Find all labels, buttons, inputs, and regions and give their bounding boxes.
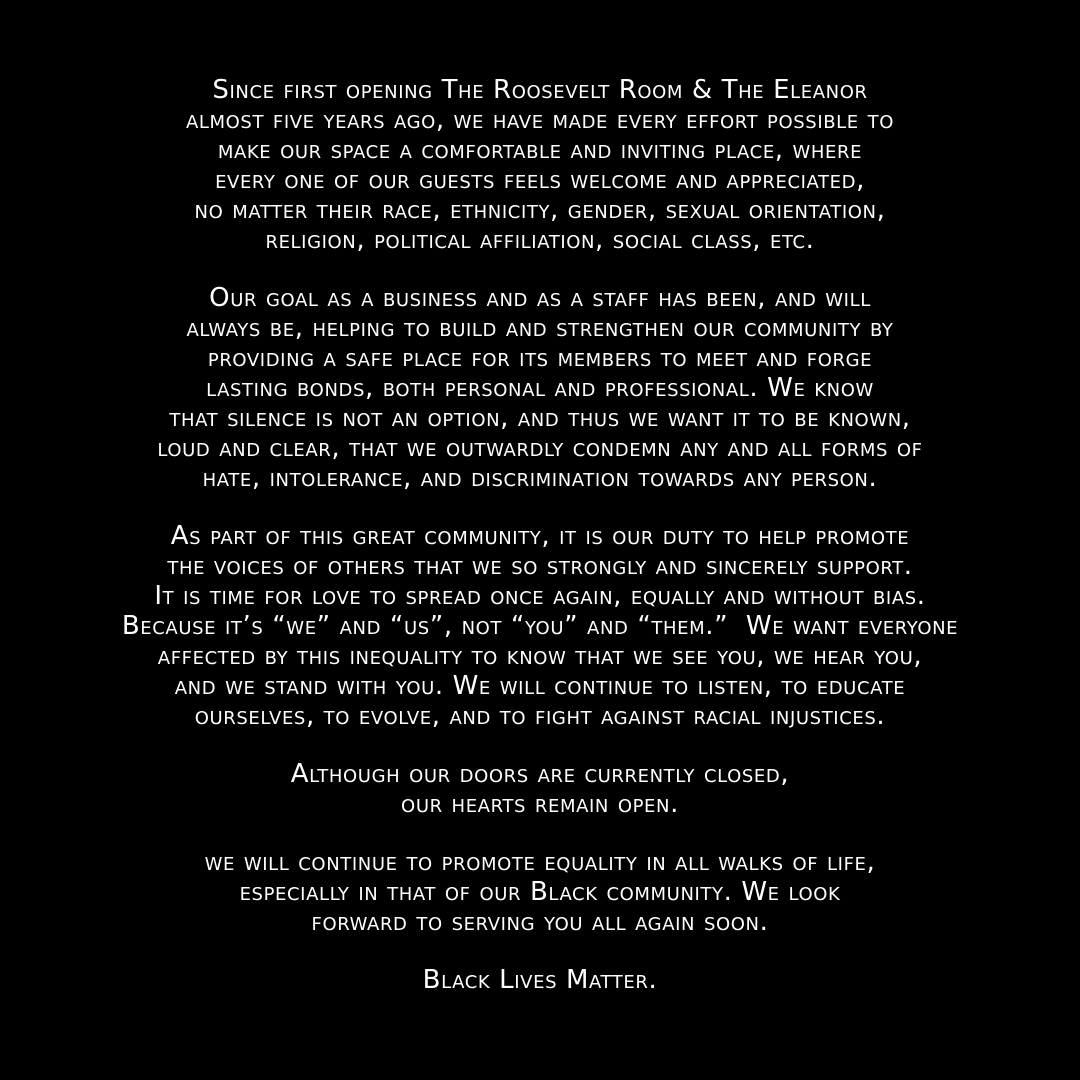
- statement-text: [0, 75, 1080, 995]
- text-line: Since first opening The Roosevelt Room & The Eleanor: [212, 75, 868, 105]
- paragraph-closing: [0, 965, 1080, 995]
- text-line: almost five years ago, we have made every effort possible to: [185, 105, 895, 135]
- text-line: every one of our guests feels welcome and appreciated,: [215, 165, 865, 195]
- text-line: make our space a comfortable and inviting place, where: [217, 135, 863, 165]
- text-line: religion, political affiliation, social class, etc.: [265, 225, 815, 255]
- text-line: affected by this inequality to know that we see you, we hear you,: [157, 641, 923, 671]
- text-line: no matter their race, ethnicity, gender, sexual orientation,: [194, 195, 886, 225]
- text-line: lasting bonds, both personal and professional. We know: [206, 373, 874, 403]
- text-line: always be, helping to build and strengthen our community by: [186, 313, 894, 343]
- text-line: Our goal as a business and as a staff has been, and will: [209, 283, 871, 313]
- text-line: ourselves, to evolve, and to fight against racial injustices.: [194, 701, 886, 731]
- text-line: especially in that of our Black community. We look: [239, 877, 841, 907]
- text-line: our hearts remain open.: [401, 789, 679, 819]
- text-line: providing a safe place for its members to meet and forge: [207, 343, 873, 373]
- paragraph-goal: [0, 283, 1080, 493]
- paragraph-doors: [0, 759, 1080, 819]
- paragraph-equality: [0, 847, 1080, 937]
- text-line: hate, intolerance, and discrimination towards any person.: [202, 463, 878, 493]
- text-line: It is time for love to spread once again, equally and without bias.: [154, 581, 926, 611]
- text-line: and we stand with you. We will continue to listen, to educate: [174, 671, 906, 701]
- text-line: we will continue to promote equality in all walks of life,: [204, 847, 876, 877]
- text-line: Because it’s “we” and “us”, not “you” and “them.” We want everyone: [121, 611, 959, 641]
- text-line: that silence is not an option, and thus we want it to be known,: [169, 403, 911, 433]
- text-line: forward to serving you all again soon.: [311, 907, 769, 937]
- paragraph-opening: [0, 75, 1080, 255]
- paragraph-community: [0, 521, 1080, 731]
- text-line: loud and clear, that we outwardly condemn any and all forms of: [157, 433, 923, 463]
- text-line: As part of this great community, it is our duty to help promote: [170, 521, 910, 551]
- closing-line: Black Lives Matter.: [422, 965, 658, 995]
- text-line: the voices of others that we so strongly and sincerely support.: [167, 551, 913, 581]
- text-line: Although our doors are currently closed,: [290, 759, 790, 789]
